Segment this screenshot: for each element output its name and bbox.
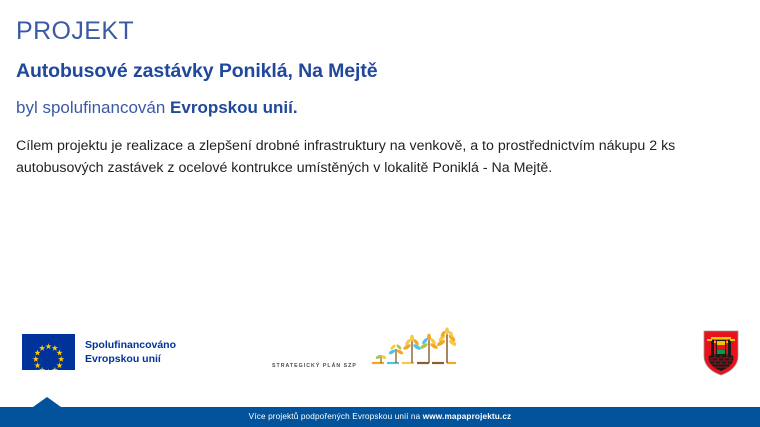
poster-subtitle (16, 98, 744, 118)
szp-logo-label: STRATEGICKÝ PLÁN SZP (272, 363, 357, 369)
ponikla-coat-of-arms-icon (703, 330, 739, 376)
footer-text (0, 407, 760, 427)
poster-kicker: PROJEKT (16, 17, 135, 45)
subtitle-strong: Evropskou unií. (170, 97, 298, 117)
szp-sprout-icon (372, 327, 456, 371)
footer-bar (0, 407, 760, 427)
poster-body-text: Cílem projektu je realizace a zlepšení drobné infrastruktury na venkově, a to prostřednictvím nákupu 2 ks autobusových zastávek z ocelové kontrukce umístěných v lokalitě Poniklá - Na Mejtě. (16, 138, 676, 177)
subtitle-prefix: byl spolufinancován (16, 97, 171, 117)
page-title: Autobusové zastávky Poniklá, Na Mejtě (16, 59, 378, 82)
footer-text-prefix: Více projektů podpořených Evropskou unií na (248, 412, 423, 421)
footer-notch (33, 397, 61, 407)
eu-logo-line-2: Evropskou unií (85, 353, 161, 365)
eu-flag-icon (22, 334, 75, 370)
eu-logo-line-1: Spolufinancováno (85, 338, 177, 351)
footer-url[interactable]: www.mapaprojektu.cz (422, 412, 512, 421)
logo-row (0, 325, 760, 385)
eu-logo-text (85, 338, 176, 367)
eu-cofunding-logo (22, 334, 176, 370)
eu-stars-icon (22, 334, 75, 370)
poster-content (16, 18, 744, 180)
szp-logo (272, 327, 454, 375)
